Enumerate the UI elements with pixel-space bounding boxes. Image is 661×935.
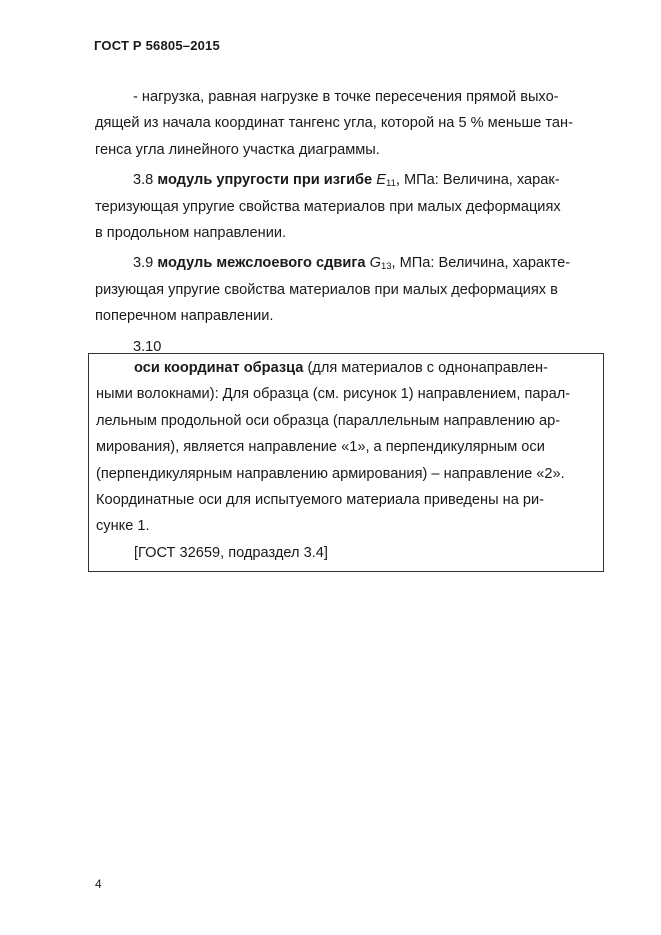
definition-3-8-line-3: в продольном направлении. [95, 224, 287, 241]
definition-3-10-source: [ГОСТ 32659, подраздел 3.4] [134, 544, 328, 561]
definition-3-9-line-3: поперечном направлении. [95, 308, 274, 325]
definition-term: оси координат образца [134, 360, 304, 376]
definition-3-10-line-2: ными волокнами): Для образца (см. рисунок 1) направлением, парал- [96, 386, 571, 403]
definition-term: модуль упругости при изгибе [157, 172, 373, 189]
definition-3-10-line-4: мирования), является направление «1», а перпендикулярным оси [96, 439, 545, 456]
definition-number: 3.9 [133, 255, 154, 272]
definition-3-8-line-2: теризующая упругие свойства материалов при малых деформациях [95, 198, 561, 215]
definition-3-9-line-1 [95, 250, 601, 276]
page-number: 4 [95, 877, 102, 891]
definition-3-10-line-3: лельным продольной оси образца (параллельным направлению ар- [96, 412, 561, 429]
definition-symbol-subscript: 11 [385, 178, 396, 190]
definition-3-10-line-1 [96, 355, 599, 381]
definition-3-10-line-7: сунке 1. [96, 518, 150, 535]
definition-3-8-line-1 [95, 167, 601, 193]
boxed-definition-3-10 [88, 353, 604, 572]
definition-3-9-line-2: ризующая упругие свойства материалов при малых деформациях в [95, 281, 558, 298]
definition-symbol: E [376, 172, 386, 189]
document-body [95, 84, 601, 360]
definition-symbol: G [369, 255, 381, 272]
definition-text: (для материалов с однонаправлен- [303, 360, 548, 376]
definition-symbol-subscript: 13 [380, 261, 392, 273]
definition-3-10-line-5: (перпендикулярным направлению армирования) – направление «2». [96, 465, 565, 482]
page-header-standard-id: ГОСТ Р 56805–2015 [94, 38, 220, 53]
definition-text: , МПа: Величина, характе- [391, 255, 571, 272]
continuation-line-2: дящей из начала координат тангенс угла, которой на 5 % меньше тан- [95, 115, 573, 132]
definition-term: модуль межслоевого сдвига [157, 255, 366, 272]
definition-3-10-line-6: Координатные оси для испытуемого материала приведены на ри- [96, 491, 544, 508]
definition-number: 3.8 [133, 172, 154, 189]
definition-3-10-number: 3.10 [133, 338, 162, 355]
definition-text: , МПа: Величина, харак- [395, 172, 560, 189]
continuation-line-3: генса угла линейного участка диаграммы. [95, 141, 380, 158]
continuation-line-1: - нагрузка, равная нагрузке в точке пересечения прямой выхо- [133, 89, 559, 105]
